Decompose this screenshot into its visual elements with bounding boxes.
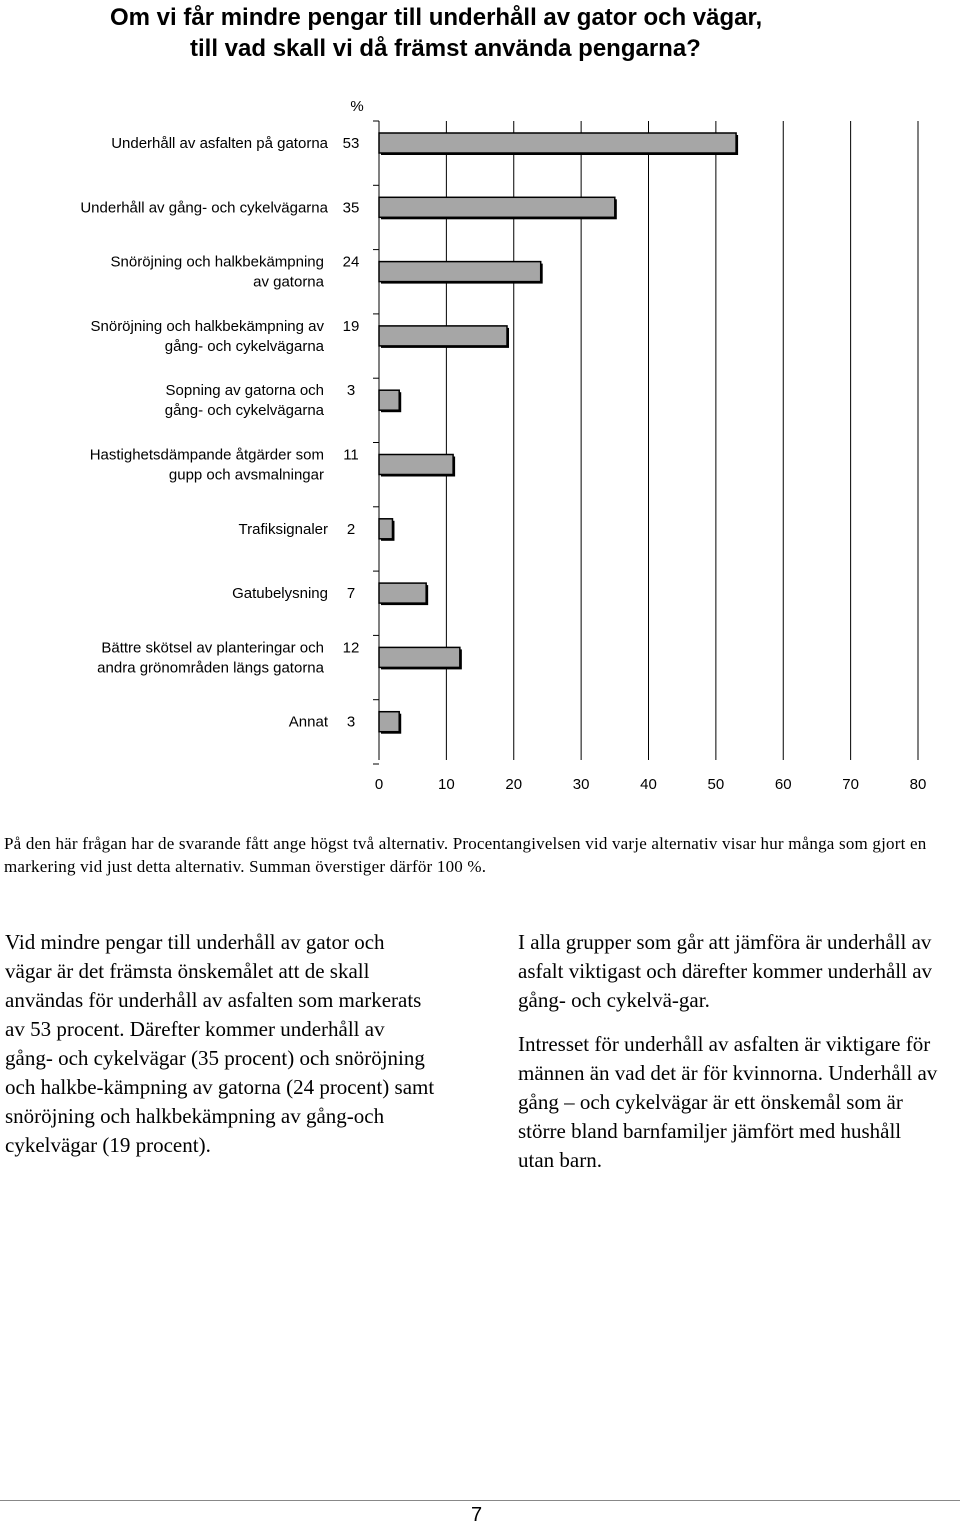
category-label: [289, 714, 329, 731]
category-label: [239, 521, 328, 538]
value-label: 2: [346, 520, 356, 538]
value-label: 53: [342, 135, 360, 152]
category-label: [232, 585, 328, 602]
right-paragraph-1: I alla grupper som går att jämföra är underhåll av asfalt viktigast och därefter kommer underhåll av gång- och cykelvä-gar.: [518, 930, 933, 1012]
x-tick-label: 10: [438, 776, 455, 793]
bar: [379, 197, 615, 217]
bar: [379, 712, 399, 732]
value-label: 7: [346, 585, 356, 603]
value-label: 12: [342, 639, 360, 657]
category-label: [90, 447, 324, 484]
x-axis-tick-labels: [375, 776, 927, 793]
title-line-2: till vad skall vi då främst använda pengarna?: [190, 35, 701, 62]
category-label-line: gupp och avsmalningar: [168, 466, 324, 484]
left-paragraph: Vid mindre pengar till underhåll av gator och vägar är det främsta önskemålet att de skall användas för underhåll av asfalten som markerats av 53 procent. Därefter kommer underhåll av gång- och cykelvägar (35 procent) och snöröjning och halkbe-kämpning av gatorna (24 procent) samt snöröjning och halkbekämpning av gång-och cykelvägar (19 procent).: [5, 930, 435, 1157]
value-label: 19: [342, 317, 360, 335]
bar: [379, 390, 399, 410]
left-text-column: [5, 928, 435, 1175]
value-label: 24: [342, 253, 360, 271]
bars: [379, 133, 738, 734]
category-label-line: Bättre skötsel av planteringar och: [101, 639, 324, 657]
footer-divider: [0, 1500, 960, 1501]
x-tick-label: 80: [909, 776, 927, 793]
category-label-line: Trafiksignaler: [238, 520, 328, 538]
category-label-line: Hastighetsdämpande åtgärder som: [89, 446, 324, 464]
category-label-line: av gatorna: [253, 273, 324, 291]
right-text-column: [518, 928, 938, 1190]
bar: [379, 647, 460, 667]
category-label-line: Snöröjning och halkbekämpning av: [90, 317, 324, 335]
category-label: [91, 318, 325, 355]
x-tick-label: 30: [572, 776, 590, 793]
category-labels: [80, 135, 359, 731]
x-tick-label: 20: [505, 776, 523, 793]
category-label: [111, 135, 328, 152]
category-label: [97, 639, 324, 676]
value-label: 3: [346, 382, 356, 400]
category-label-line: Sopning av gatorna och: [165, 382, 324, 400]
x-tick-label: 70: [842, 776, 859, 793]
bar: [379, 455, 453, 475]
category-label-line: gång- och cykelvägarna: [164, 402, 324, 420]
x-tick-label: 50: [707, 776, 725, 793]
title-line-1: Om vi får mindre pengar till underhåll av gator och vägar,: [110, 4, 763, 31]
category-label-line: gång- och cykelvägarna: [164, 337, 324, 355]
bar: [379, 262, 541, 282]
category-label-line: Underhåll av gång- och cykelvägarna: [80, 199, 328, 217]
survey-note: På den här frågan har de svarande fått ange högst två alternativ. Procentangivelsen vid varje alternativ visar hur många som gjort en markering vid just detta alternativ. Summan överstiger därför 100 %.: [4, 834, 927, 876]
category-label: [80, 199, 328, 216]
x-tick-label: 0: [374, 776, 384, 793]
bar: [379, 583, 426, 603]
category-label-line: Underhåll av asfalten på gatorna: [111, 135, 328, 152]
category-label: [165, 382, 325, 419]
category-label: [111, 254, 325, 291]
bar: [379, 326, 507, 346]
category-label-line: andra grönområden längs gatorna: [97, 659, 324, 677]
bar: [379, 519, 392, 539]
x-tick-label: 40: [640, 776, 657, 793]
category-label-line: Gatubelysning: [232, 585, 328, 603]
page-number: 7: [471, 1504, 483, 1526]
category-label-line: Snöröjning och halkbekämpning: [110, 253, 324, 271]
value-label: 3: [346, 713, 356, 731]
x-tick-label: 60: [774, 776, 792, 793]
value-label: 35: [342, 199, 360, 217]
value-label: 11: [343, 446, 359, 464]
value-column-header: %: [350, 98, 364, 115]
right-paragraph-2: Intresset för underhåll av asfalten är viktigare för männen än vad det är för kvinnorna. Underhåll av gång – och cykelvägar är ett önskemål som är större bland barnfamiljer jämfört med hushåll utan barn.: [518, 1032, 938, 1172]
bar: [379, 133, 736, 153]
category-label-line: Annat: [288, 713, 328, 731]
